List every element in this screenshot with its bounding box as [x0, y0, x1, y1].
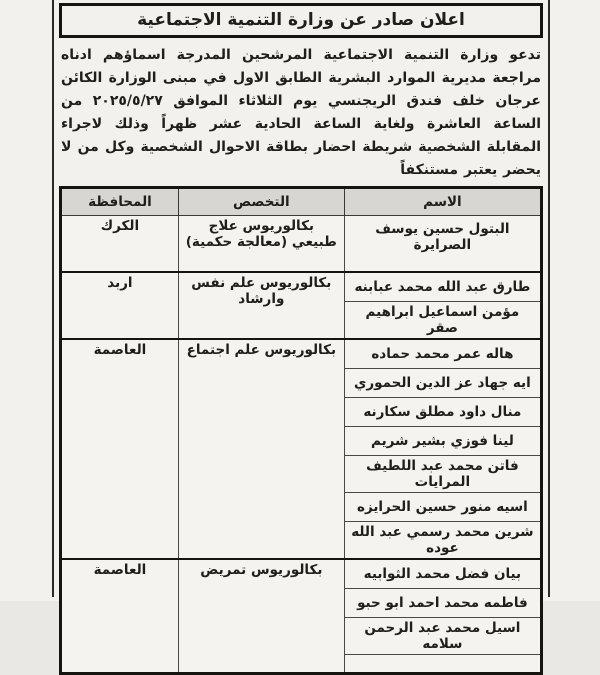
name-cell: فاطمه محمد احمد ابو حبو — [344, 589, 541, 618]
name-cell: هاله عمر محمد حماده — [344, 339, 541, 369]
name-cell: بيان فضل محمد الثوابيه — [344, 559, 541, 589]
name-cell: شرين محمد رسمي عبد الله عوده — [344, 522, 541, 560]
name-cell: اسيل محمد عبد الرحمن سلامه — [344, 618, 541, 655]
candidates-table — [59, 186, 543, 675]
table-row — [61, 559, 542, 589]
name-cell: طارق عبد الله محمد عبابنه — [344, 272, 541, 302]
specialization-cell: بكالوريوس علم اجتماع — [178, 339, 344, 559]
announcement-body-paragraph: تدعو وزارة التنمية الاجتماعية المرشحين المدرجة اسماؤهم ادناه مراجعة مديرية الموارد البشرية الطابق الاول في مبنى الوزارة الكائن عرجان خلف فندق الريجنسي يوم الثلاثاء الموافق ٢٠٢٥/٥/٢٧ من الساعة العاشرة ولغاية الساعة الحادية عشر ظهراً وذلك لاجراء المقابلة الشخصية شريطة احضار بطاقة الاحوال الشخصية وكل من لا يحضر يعتبر مستنكفاً — [61, 47, 541, 178]
header-governorate: المحافظة — [61, 188, 179, 216]
table-header-row — [61, 188, 542, 216]
header-specialization: التخصص — [178, 188, 344, 216]
name-cell: لينا فوزي بشير شريم — [344, 427, 541, 456]
specialization-cell: بكالوريوس علم نفس وارشاد — [178, 272, 344, 339]
governorate-cell: الكرك — [61, 216, 179, 273]
announcement-column — [52, 0, 550, 652]
governorate-cell: العاصمة — [61, 339, 179, 559]
candidates-tbody — [61, 216, 542, 674]
governorate-cell: العاصمة — [61, 559, 179, 674]
name-cell: ايه جهاد عز الدين الحموري — [344, 369, 541, 398]
name-cell: فاتن محمد عبد اللطيف المرايات — [344, 456, 541, 493]
empty-cell — [344, 655, 541, 674]
table-row — [61, 216, 542, 273]
table-row — [61, 339, 542, 369]
name-cell: البتول حسين يوسف الصرايرة — [344, 216, 541, 273]
name-cell: اسيه منور حسين الحرايزه — [344, 493, 541, 522]
governorate-cell: اربد — [61, 272, 179, 339]
header-name: الاسم — [344, 188, 541, 216]
announcement-title: اعلان صادر عن وزارة التنمية الاجتماعية — [59, 3, 543, 38]
specialization-cell: بكالوريوس تمريض — [178, 559, 344, 674]
table-row — [61, 272, 542, 302]
specialization-cell: بكالوريوس علاج طبيعي (معالجة حكمية) — [178, 216, 344, 273]
name-cell: مؤمن اسماعيل ابراهيم صقر — [344, 302, 541, 340]
name-cell: منال داود مطلق سكارنه — [344, 398, 541, 427]
